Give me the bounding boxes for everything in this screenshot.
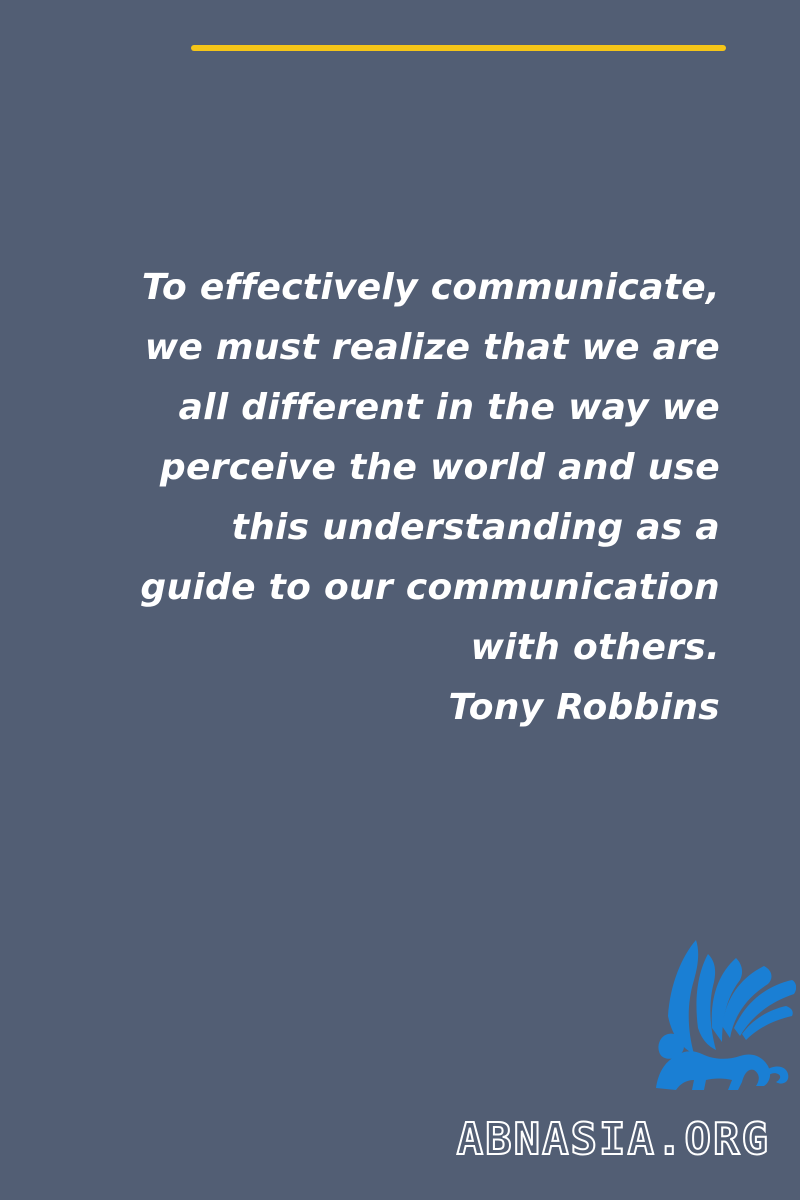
quote-line: we must realize that we are — [144, 327, 720, 368]
quote-line: To effectively communicate, — [141, 267, 720, 308]
quote-block — [80, 258, 720, 738]
quote-line: perceive the world and use — [159, 447, 720, 488]
quote-line: all different in the way we — [178, 387, 720, 428]
quote-line: guide to our communication — [140, 567, 720, 608]
quote-line: this understanding as a — [231, 507, 720, 548]
accent-divider-line — [191, 45, 726, 51]
quote-line: with others. — [470, 627, 720, 668]
quote-author: Tony Robbins — [448, 687, 720, 728]
winged-lion-icon — [636, 936, 796, 1096]
logo-text: ABNASIA.ORG — [456, 1114, 770, 1165]
